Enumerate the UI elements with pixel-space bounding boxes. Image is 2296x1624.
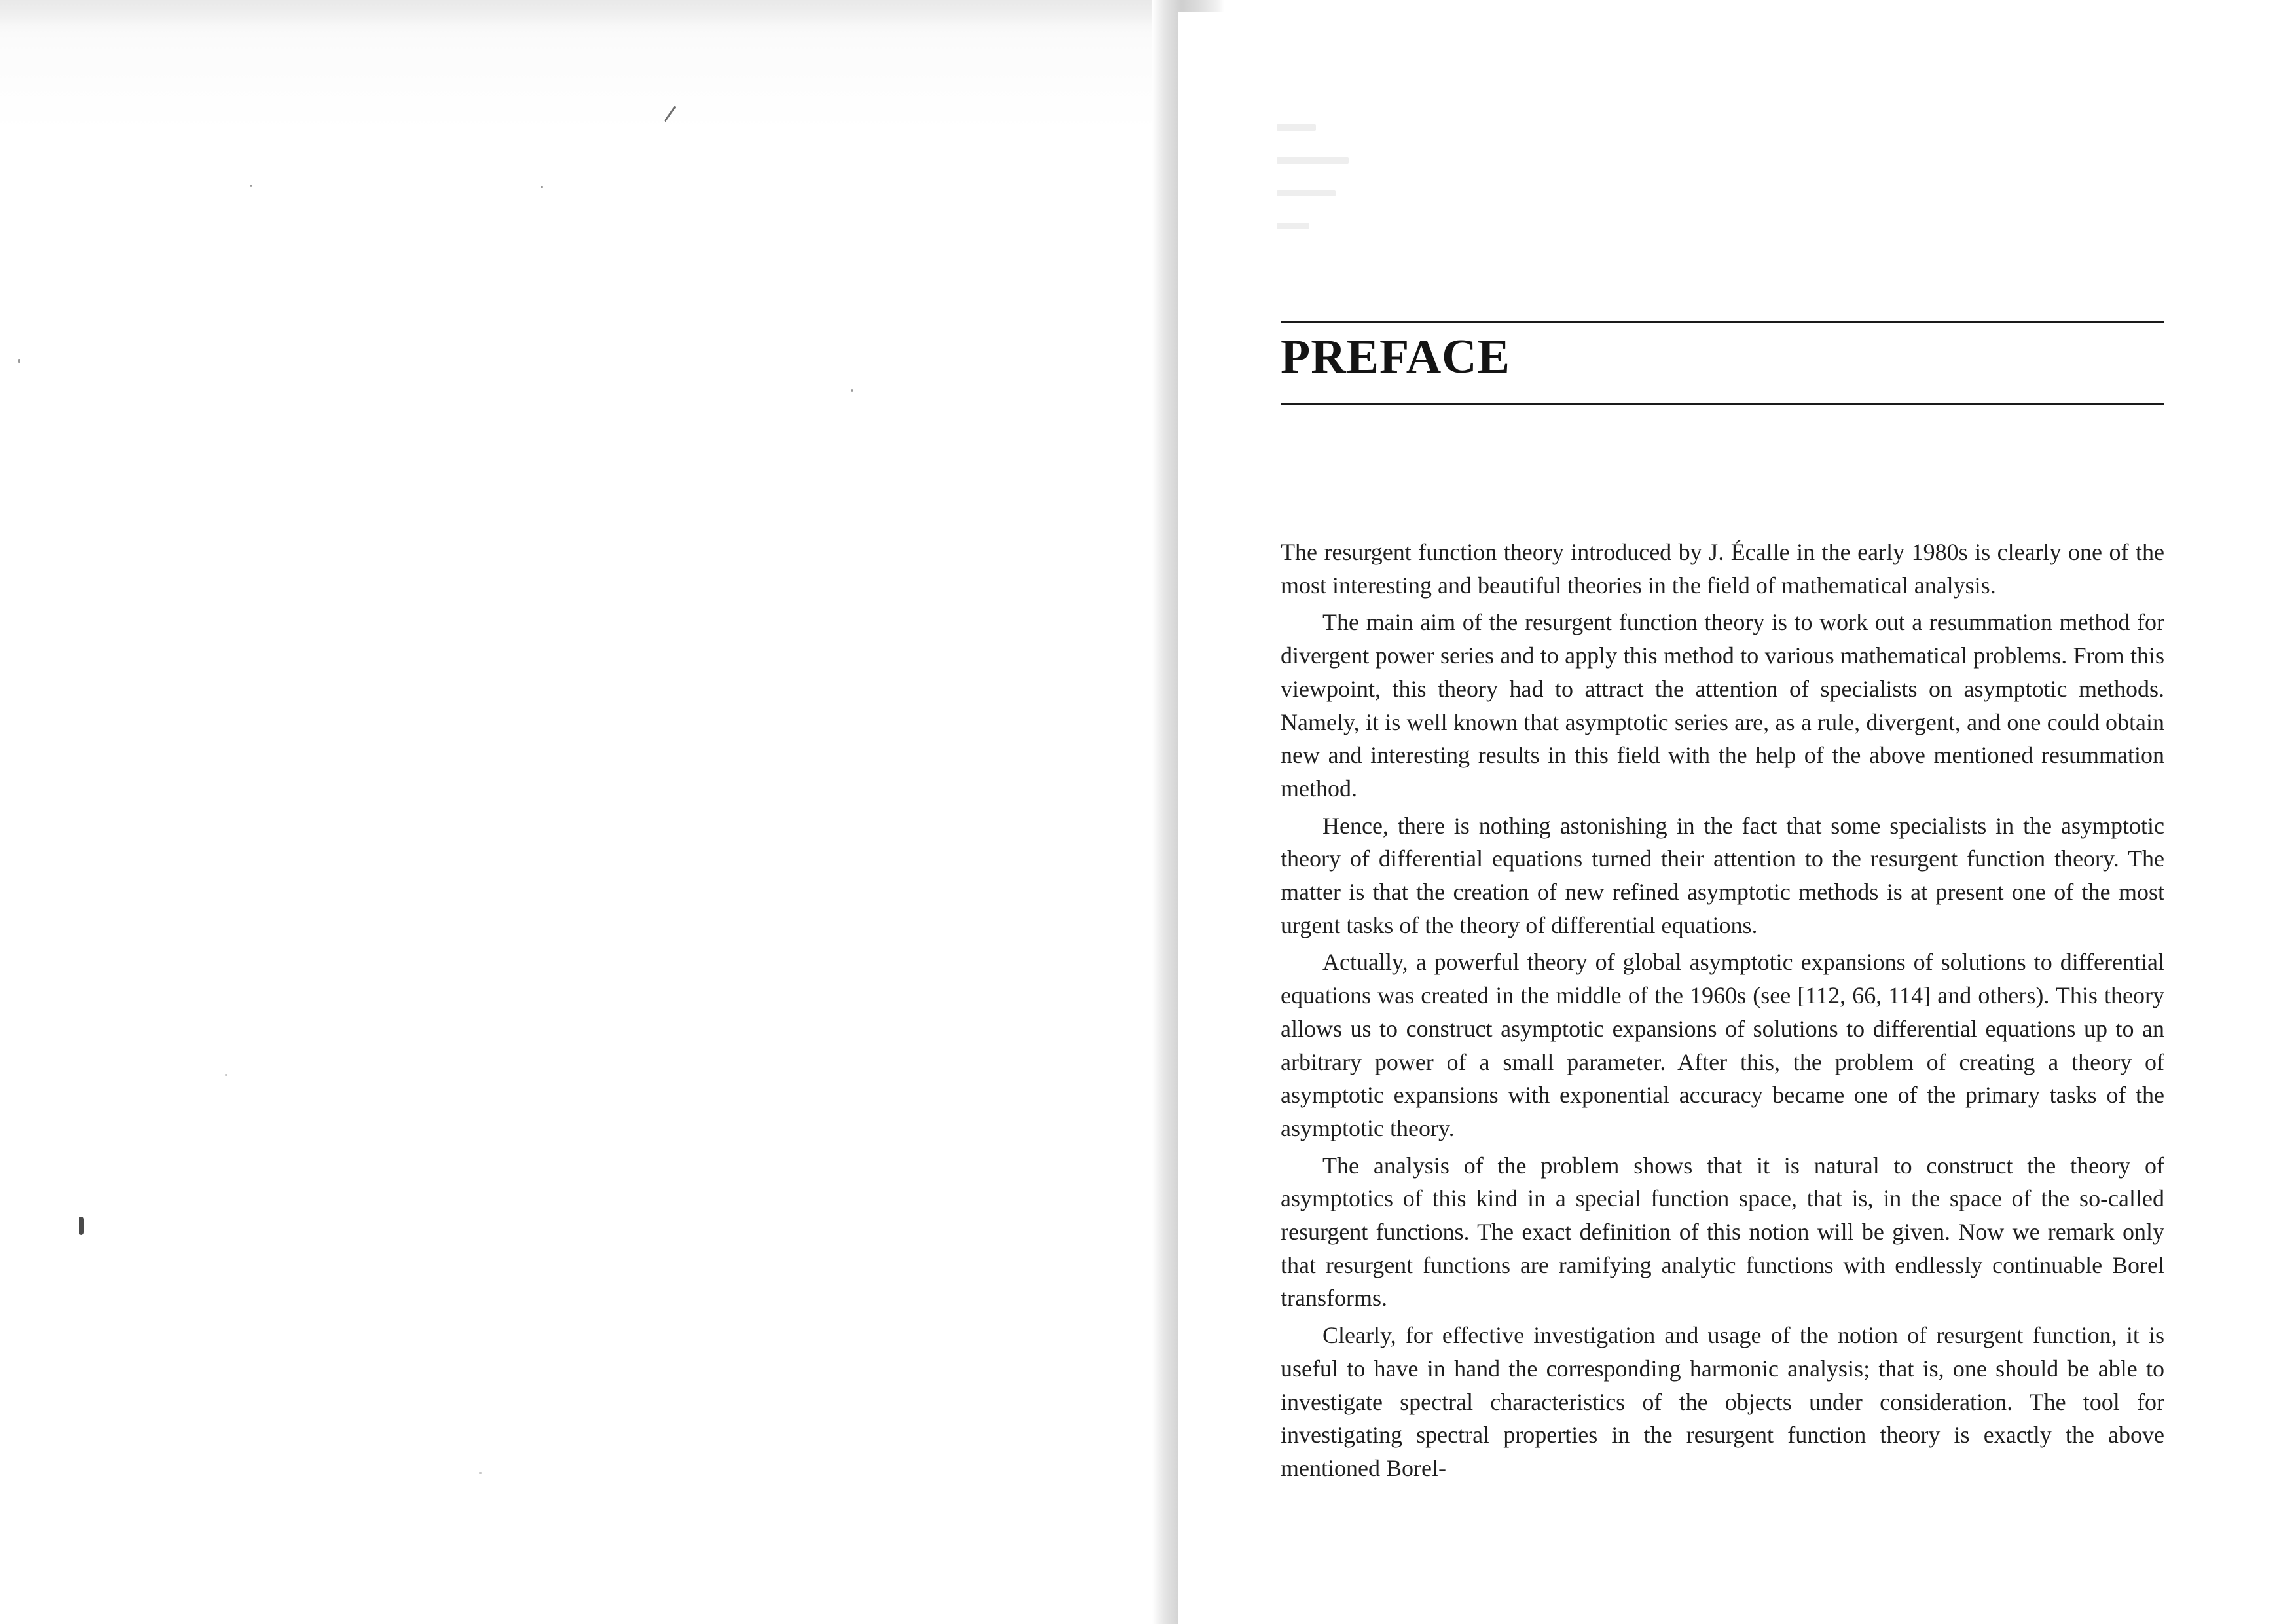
scan-dust	[18, 359, 20, 363]
scan-dust	[225, 1074, 227, 1076]
scan-mark	[664, 106, 676, 122]
paragraph: The resurgent function theory introduced by J. Écalle in the early 1980s is clearly one of the most interesting and beautiful theories in the field of mathematical analysis.	[1281, 539, 2164, 599]
bleed-through-text	[1277, 124, 1316, 131]
paragraph: The main aim of the resurgent function theory is to work out a resummation method for divergent power series and to apply this method to various mathematical problems. From this viewpoint, this theory had to attract the attention of specialists on asymptotic methods. Namely, it is well known that asymptotic series are, as a rule, divergent, and one could obtain new and interesting results in this field with the help of the above mentioned resummation method.	[1281, 609, 2164, 802]
bleed-through-text	[1277, 190, 1336, 196]
scan-dust	[250, 185, 252, 187]
bleed-through-text	[1277, 223, 1309, 229]
paragraph: Clearly, for effective investigation and usage of the notion of resurgent function, it is useful to have in hand the corresponding harmonic analysis; that is, one should be able to investigate spectral characteristics of the objects under consideration. The tool for investigating spectral properties in the resurgent function theory is exactly the above mentioned Borel-	[1281, 1322, 2164, 1481]
chapter-top-rule	[1281, 321, 2164, 323]
scan-dust	[851, 389, 853, 392]
left-page-top-shadow	[0, 0, 1165, 26]
preface-body	[1281, 536, 2164, 1489]
chapter-bottom-rule	[1281, 403, 2164, 405]
chapter-title: PREFACE	[1281, 330, 1510, 384]
right-page	[1178, 12, 2296, 1624]
scan-dust	[541, 186, 543, 188]
paragraph: Actually, a powerful theory of global asymptotic expansions of solutions to differential equations was created in the middle of the 1960s (see [112, 66, 114] and others). This theory allows us to construct asymptotic expansions of solutions to differential equations up to an arbitrary power of a small parameter. After this, the problem of creating a theory of asymptotic expansions with exponential accuracy became one of the primary tasks of the asymptotic theory.	[1281, 949, 2164, 1141]
bleed-through-text	[1277, 157, 1349, 164]
paragraph: The analysis of the problem shows that it is natural to construct the theory of asymptotics of this kind in a special function space, that is, in the space of the so-called resurgent functions. The exact definition of this notion will be given. Now we remark only that resurgent functions are ramifying analytic functions with endlessly continuable Borel transforms.	[1281, 1152, 2164, 1312]
paragraph: Hence, there is nothing astonishing in the fact that some specialists in the asymptotic theory of differential equations turned their attention to the resurgent function theory. The matter is that the creation of new refined asymptotic methods is at present one of the most urgent tasks of the theory of differential equations.	[1281, 812, 2164, 938]
scan-dust	[479, 1472, 482, 1474]
scan-mark	[79, 1217, 84, 1235]
